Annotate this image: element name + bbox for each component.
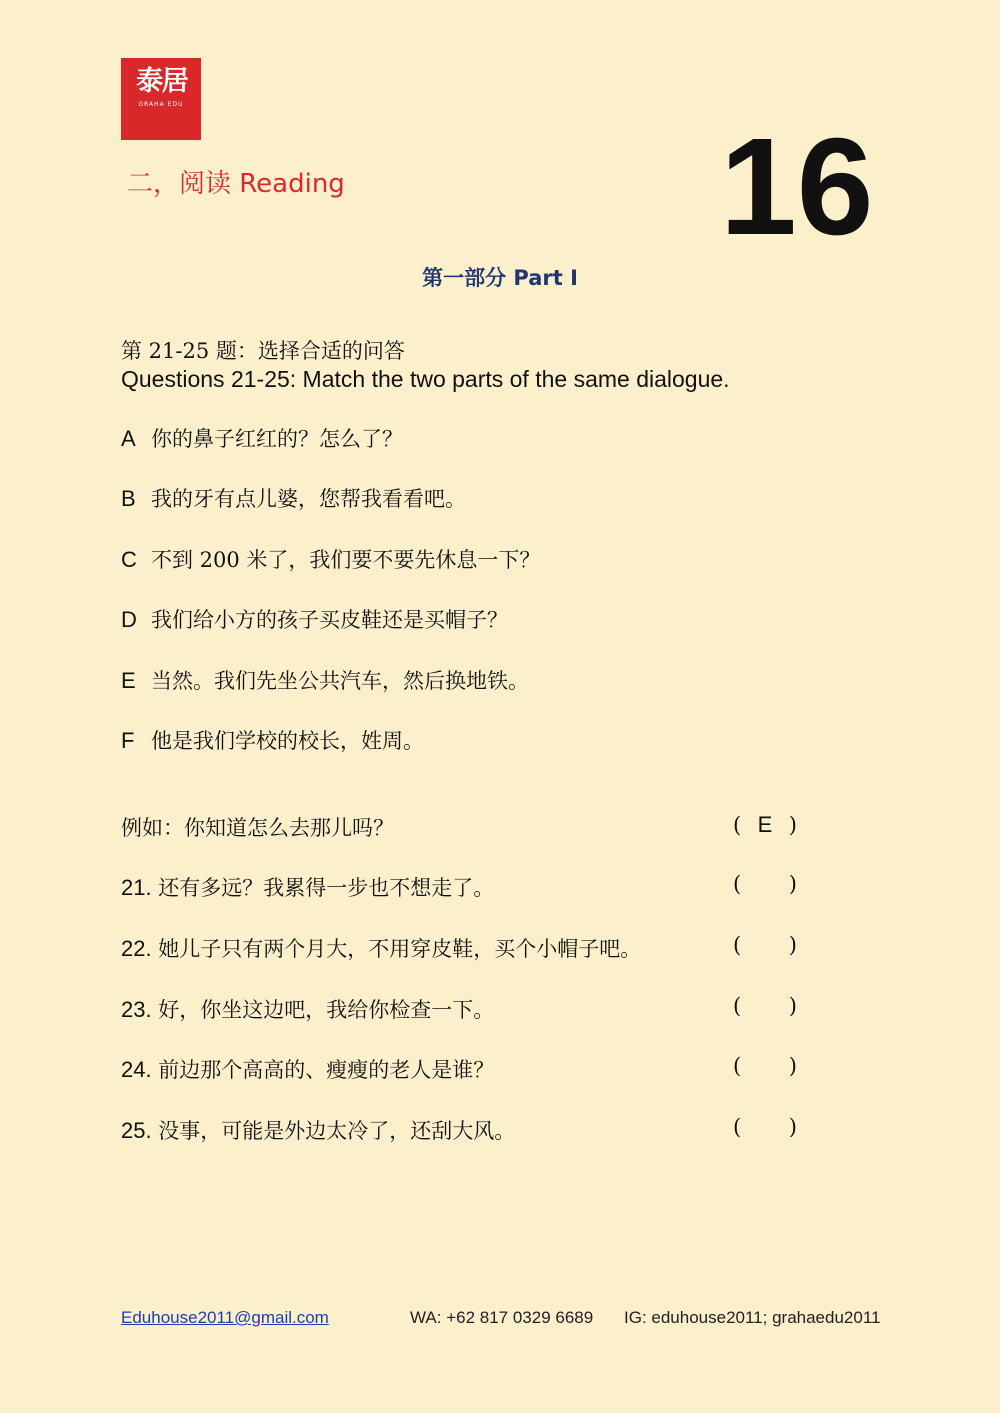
section-title: 二，阅读 Reading [127,169,345,199]
question-24 [121,1054,494,1084]
question-text: 前边那个高高的、瘦瘦的老人是谁？ [158,1058,495,1082]
option-letter: A [121,426,136,451]
page-number: 16 [720,110,874,264]
option-letter: C [121,547,137,572]
example-text: 例如：你知道怎么去那儿吗？ [121,816,394,840]
question-text: 她儿子只有两个月大，不用穿皮鞋，买个小帽子吧。 [158,937,642,961]
option-d [121,604,508,634]
paren-close: ) [788,1054,797,1078]
answer-box-21[interactable] [733,872,797,896]
example-answer-box [733,812,797,838]
question-number: 21. [121,875,152,900]
option-b [121,483,466,513]
paren-close: ) [788,1115,797,1139]
option-text: 当然。我们先坐公共汽车，然后换地铁。 [151,669,529,693]
example-answer: E [757,812,773,837]
instructions-chinese: 第 21-25 题：选择合适的问答 [121,339,405,363]
option-text: 我的牙有点儿婆，您帮我看看吧。 [151,487,466,511]
question-text: 还有多远？我累得一步也不想走了。 [158,876,495,900]
answer-box-22[interactable] [733,933,797,957]
option-a [121,423,403,453]
question-number: 22. [121,936,152,961]
option-f [121,725,424,755]
question-22 [121,933,641,963]
option-e [121,665,529,695]
answer-box-23[interactable] [733,994,797,1018]
paren-close: ) [788,813,797,837]
option-letter: D [121,607,137,632]
question-number: 25. [121,1118,152,1143]
paren-open: ( [733,813,742,837]
option-letter: B [121,486,136,511]
brand-logo [121,58,201,140]
example-question [121,812,394,842]
logo-subtext: GRAHA EDU [138,101,184,108]
footer-email-link[interactable]: Eduhouse2011@gmail.com [121,1308,329,1327]
question-21 [121,872,494,902]
paren-open: ( [733,872,742,896]
question-25 [121,1115,515,1145]
paren-close: ) [788,994,797,1018]
paren-open: ( [733,933,742,957]
paren-open: ( [733,1115,742,1139]
option-letter: E [121,668,136,693]
logo-glyphs: 泰 居 [136,66,186,97]
question-number: 23. [121,997,152,1022]
paren-close: ) [788,872,797,896]
option-text: 我们给小方的孩子买皮鞋还是买帽子？ [151,608,508,632]
paren-close: ) [788,933,797,957]
part-title: 第一部分 Part I [422,266,578,290]
option-letter: F [121,728,135,753]
footer-whatsapp: WA: +62 817 0329 6689 [410,1308,594,1327]
option-text: 他是我们学校的校长，姓周。 [151,729,424,753]
paren-open: ( [733,994,742,1018]
answer-box-25[interactable] [733,1115,797,1139]
paren-open: ( [733,1054,742,1078]
option-text: 不到 200 米了，我们要不要先休息一下？ [151,548,541,572]
question-number: 24. [121,1057,152,1082]
question-23 [121,994,494,1024]
footer-instagram: IG: eduhouse2011; grahaedu2011 [624,1308,881,1327]
instructions-english: Questions 21-25: Match the two parts of the same dialogue. [121,366,730,392]
answer-box-24[interactable] [733,1054,797,1078]
question-text: 没事，可能是外边太冷了，还刮大风。 [158,1119,516,1143]
option-c [121,544,540,574]
question-text: 好，你坐这边吧，我给你检查一下。 [158,998,495,1022]
option-text: 你的鼻子红红的？怎么了？ [151,427,403,451]
